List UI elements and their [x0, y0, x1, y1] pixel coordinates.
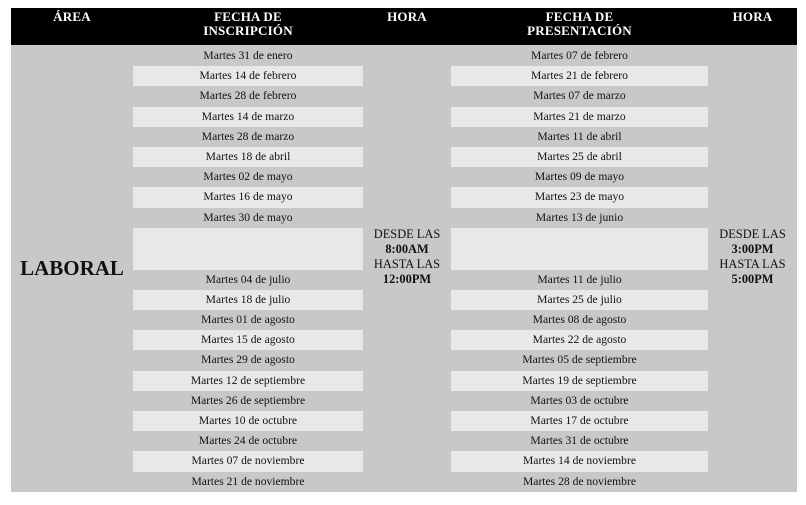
presentacion-date-row: Martes 07 de febrero: [531, 49, 628, 62]
inscripcion-date-row: Martes 28 de marzo: [201, 129, 295, 143]
schedule-table: [11, 8, 797, 492]
header-hora-presentacion: [708, 10, 797, 24]
presentacion-date-row: Martes 28 de noviembre: [522, 474, 636, 488]
inscripcion-date-row: Martes 24 de octubre: [198, 434, 298, 448]
inscripcion-date-row: Martes 14 de febrero: [133, 66, 363, 86]
inscripcion-date-row: Martes 28 de febrero: [199, 89, 297, 103]
presentacion-date-row: Martes 25 de julio: [451, 290, 708, 310]
header-fecha-presentacion-line1: FECHA DE: [545, 9, 614, 24]
inscripcion-date-row: Martes 21 de noviembre: [191, 474, 305, 488]
header-fecha-inscripcion-line2: INSCRIPCIÓN: [203, 23, 293, 38]
inscripcion-date-row: Martes 07 de noviembre: [133, 451, 363, 471]
presentacion-date-row: Martes 31 de octubre: [530, 434, 629, 448]
header-fecha-presentacion: [451, 10, 708, 38]
presentacion-date-row: Martes 19 de septiembre: [451, 371, 708, 391]
inscripcion-date-row: Martes 26 de septiembre: [190, 393, 306, 407]
inscripcion-date-row: Martes 01 de agosto: [201, 313, 295, 327]
presentacion-column: [451, 46, 708, 492]
inscripcion-date-row: Martes 16 de mayo: [133, 187, 363, 207]
presentacion-gap-row: [451, 228, 708, 270]
inscripcion-date-row: Martes 30 de mayo: [203, 210, 293, 224]
hora-inscripcion: [363, 227, 451, 287]
presentacion-date-row: Martes 23 de mayo: [451, 187, 708, 207]
header-hora-presentacion-label: HORA: [732, 9, 773, 24]
header-fecha-inscripcion: [133, 10, 363, 38]
presentacion-date-row: Martes 17 de octubre: [451, 411, 708, 431]
header-fecha-presentacion-line2: PRESENTACIÓN: [527, 23, 632, 38]
hora-presentacion-line1: DESDE LAS: [719, 227, 786, 241]
inscripcion-date-row: Martes 31 de enero: [203, 49, 293, 62]
presentacion-date-row: Martes 11 de julio: [537, 272, 622, 286]
inscripcion-date-row: Martes 04 de julio: [205, 272, 291, 286]
inscripcion-date-row: Martes 15 de agosto: [133, 330, 363, 350]
presentacion-date-row: Martes 03 de octubre: [530, 393, 629, 407]
inscripcion-date-row: Martes 12 de septiembre: [133, 371, 363, 391]
presentacion-date-row: Martes 22 de agosto: [451, 330, 708, 350]
inscripcion-date-row: Martes 29 de agosto: [201, 353, 295, 367]
hora-inscripcion-start: 8:00AM: [385, 242, 429, 256]
inscripcion-date-row: Martes 18 de julio: [133, 290, 363, 310]
inscripcion-date-row: Martes 18 de abril: [133, 147, 363, 167]
presentacion-date-row: Martes 07 de marzo: [533, 89, 626, 103]
presentacion-date-row: Martes 21 de marzo: [451, 107, 708, 127]
table-header: [11, 8, 797, 45]
presentacion-date-row: Martes 13 de junio: [535, 210, 624, 224]
header-fecha-inscripcion-line1: FECHA DE: [214, 9, 282, 24]
header-area-label: ÁREA: [53, 9, 91, 24]
presentacion-date-row: Martes 09 de mayo: [534, 170, 625, 184]
presentacion-date-row: Martes 11 de abril: [537, 129, 622, 143]
header-area: [11, 10, 133, 24]
presentacion-date-row: Martes 14 de noviembre: [451, 451, 708, 471]
hora-inscripcion-end: 12:00PM: [382, 272, 432, 286]
presentacion-date-row: Martes 25 de abril: [451, 147, 708, 167]
hora-presentacion-end: 5:00PM: [731, 272, 774, 286]
inscripcion-gap-row: [133, 228, 363, 270]
area-name: LABORAL: [20, 256, 124, 280]
header-hora-inscripcion: [363, 10, 451, 24]
inscripcion-date-row: Martes 02 de mayo: [203, 170, 293, 184]
hora-inscripcion-line3: HASTA LAS: [373, 257, 441, 271]
inscripcion-date-row: Martes 14 de marzo: [133, 107, 363, 127]
hora-presentacion-start: 3:00PM: [731, 242, 774, 256]
hora-presentacion-line3: HASTA LAS: [719, 257, 786, 271]
inscripcion-date-row: Martes 10 de octubre: [133, 411, 363, 431]
presentacion-date-row: Martes 05 de septiembre: [522, 353, 637, 367]
inscripcion-column: [133, 46, 363, 492]
hora-presentacion: [708, 227, 797, 287]
hora-inscripcion-line1: DESDE LAS: [373, 227, 441, 241]
presentacion-date-row: Martes 08 de agosto: [532, 313, 627, 327]
presentacion-date-row: Martes 21 de febrero: [451, 66, 708, 86]
header-hora-inscripcion-label: HORA: [387, 9, 427, 24]
